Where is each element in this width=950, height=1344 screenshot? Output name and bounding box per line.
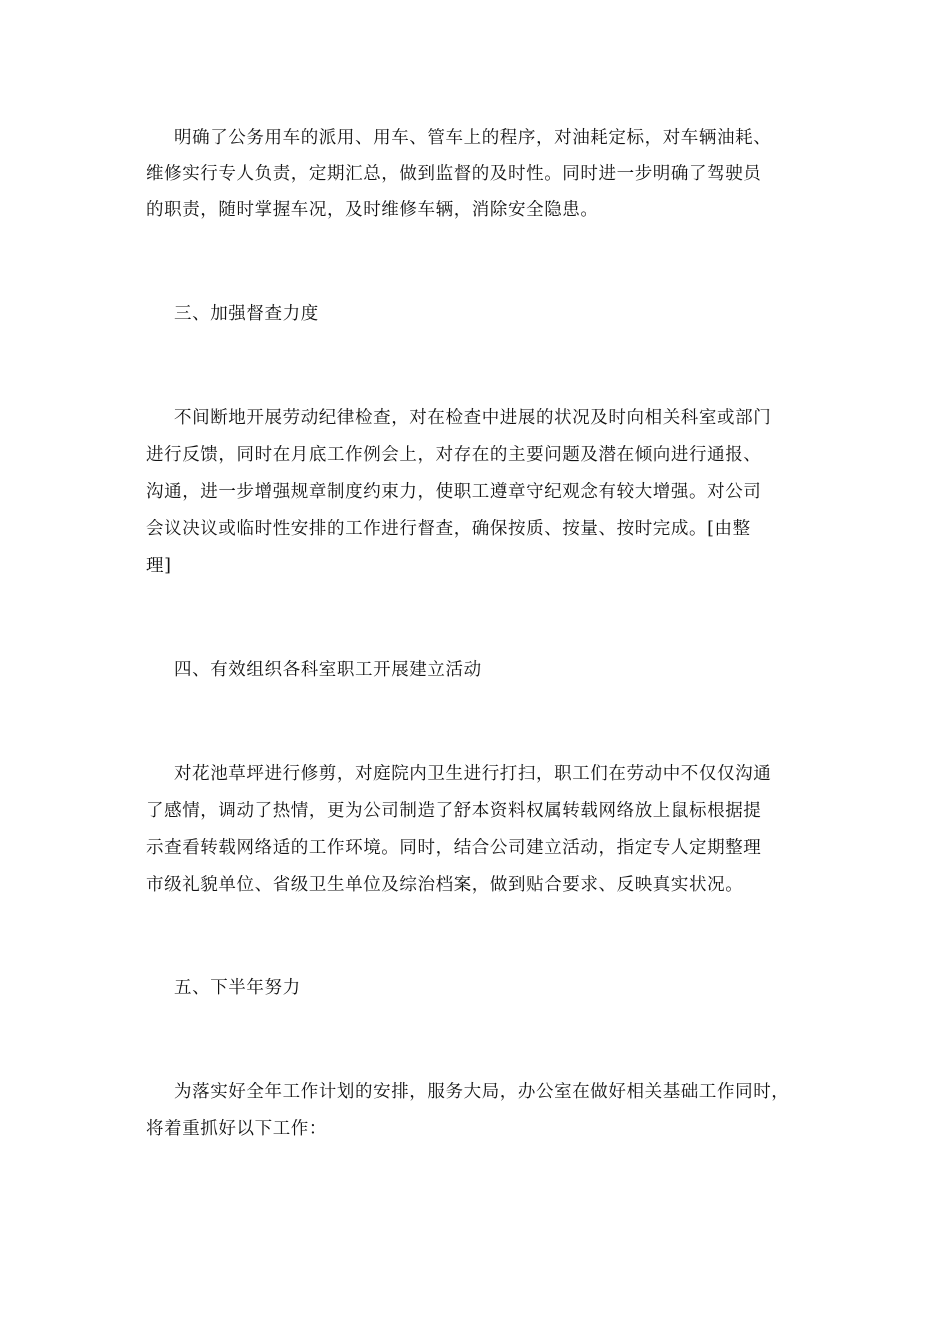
paragraph-2-line-5: 理] — [146, 556, 172, 576]
paragraph-3-line-2: 了感情，调动了热情，更为公司制造了舒本资料权属转载网络放上鼠标根据提 — [146, 801, 762, 821]
paragraph-1-line-1: 明确了公务用车的派用、用车、管车上的程序，对油耗定标，对车辆油耗、 — [174, 128, 772, 148]
paragraph-4-line-1: 为落实好全年工作计划的安排，服务大局，办公室在做好相关基础工作同时， — [174, 1082, 790, 1102]
heading-section-5: 五、下半年努力 — [174, 978, 301, 998]
paragraph-4-line-2: 将着重抓好以下工作： — [146, 1119, 327, 1139]
paragraph-3-line-3: 示查看转载网络适的工作环境。同时，结合公司建立活动，指定专人定期整理 — [146, 838, 762, 858]
paragraph-1-line-3: 的职责，随时掌握车况，及时维修车辆，消除安全隐患。 — [146, 200, 599, 220]
paragraph-3-line-1: 对花池草坪进行修剪，对庭院内卫生进行打扫，职工们在劳动中不仅仅沟通 — [174, 764, 772, 784]
heading-section-3: 三、加强督查力度 — [174, 304, 319, 324]
heading-section-4: 四、有效组织各科室职工开展建立活动 — [174, 660, 482, 680]
paragraph-2-line-2: 进行反馈，同时在月底工作例会上，对存在的主要问题及潜在倾向进行通报、 — [146, 445, 762, 465]
paragraph-2-line-4: 会议决议或临时性安排的工作进行督查，确保按质、按量、按时完成。[由整 — [146, 519, 751, 539]
paragraph-1-line-2: 维修实行专人负责，定期汇总，做到监督的及时性。同时进一步明确了驾驶员 — [146, 164, 762, 184]
paragraph-3-line-4: 市级礼貌单位、省级卫生单位及综治档案，做到贴合要求、反映真实状况。 — [146, 875, 744, 895]
paragraph-2-line-3: 沟通，进一步增强规章制度约束力，使职工遵章守纪观念有较大增强。对公司 — [146, 482, 762, 502]
paragraph-2-line-1: 不间断地开展劳动纪律检查，对在检查中进展的状况及时向相关科室或部门 — [174, 408, 772, 428]
